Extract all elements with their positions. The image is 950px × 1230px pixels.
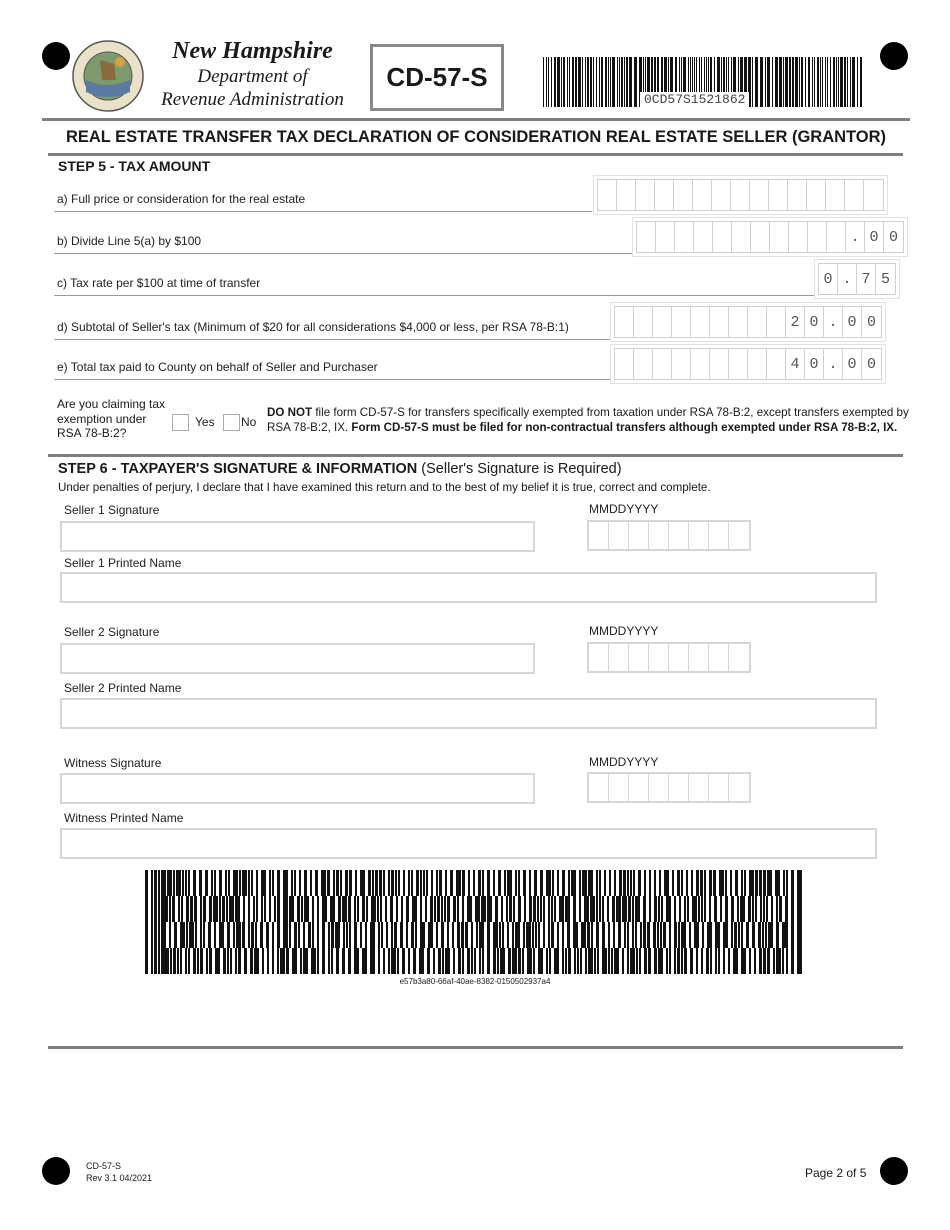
seller1-signature-label: Seller 1 Signature: [64, 503, 160, 517]
digit-cell[interactable]: .: [824, 349, 843, 379]
digit-cell[interactable]: [656, 222, 675, 252]
digit-cell[interactable]: [675, 222, 694, 252]
exemption-note-bold: DO NOT: [267, 406, 313, 419]
digit-cell[interactable]: .: [838, 264, 857, 294]
witness-name-field[interactable]: [60, 828, 877, 859]
top-barcode-text: 0CD57S1521862: [640, 92, 749, 107]
line-e-underline: [54, 379, 610, 380]
line-d-underline: [54, 339, 610, 340]
digit-cell[interactable]: [864, 180, 883, 210]
form-code: CD-57-S: [386, 62, 488, 92]
digit-cell[interactable]: [710, 349, 729, 379]
digit-cell[interactable]: [788, 180, 807, 210]
exemption-yes-checkbox[interactable]: [172, 414, 189, 431]
digit-cell[interactable]: 0: [805, 349, 824, 379]
exemption-question-line: Are you claiming tax: [57, 397, 166, 411]
step6-heading: [58, 461, 622, 477]
digit-cell[interactable]: [826, 180, 845, 210]
step6-heading-suffix: (Seller's Signature is Required): [417, 461, 622, 477]
digit-cell[interactable]: [769, 180, 788, 210]
exemption-question: [57, 397, 165, 441]
digit-cell[interactable]: .: [846, 222, 865, 252]
digit-cell[interactable]: 0: [819, 264, 838, 294]
digit-cell[interactable]: [770, 222, 789, 252]
digit-cell[interactable]: [655, 180, 674, 210]
digit-cell[interactable]: [691, 349, 710, 379]
seller1-date-label: MMDDYYYY: [589, 502, 659, 516]
digit-cell[interactable]: [845, 180, 864, 210]
line-d-label: d) Subtotal of Seller's tax (Minimum of $20 for all considerations $4,000 or less, per RSA 78-B:1): [57, 320, 569, 334]
exemption-yes-label: Yes: [195, 415, 215, 429]
digit-cell[interactable]: [694, 222, 713, 252]
bottom-barcode: [145, 870, 805, 974]
digit-cell[interactable]: [767, 307, 786, 337]
exemption-note-text: file form CD-57-S for transfers specifically exempted from taxation under RSA 78-B:2, except transfers exempted by: [312, 406, 909, 419]
digit-cell[interactable]: [808, 222, 827, 252]
step6-heading-title: STEP 6 - TAXPAYER'S SIGNATURE & INFORMATION: [58, 461, 418, 477]
digit-cell[interactable]: 7: [857, 264, 876, 294]
registration-mark: [42, 42, 70, 70]
state-name: New Hampshire: [172, 38, 333, 64]
digit-cell[interactable]: [636, 180, 655, 210]
digit-cell[interactable]: [691, 307, 710, 337]
digit-cell[interactable]: [712, 180, 731, 210]
digit-cell[interactable]: 5: [880, 270, 890, 288]
registration-mark: [880, 42, 908, 70]
header-rule: [42, 118, 910, 121]
digit-cell[interactable]: 0: [866, 355, 876, 373]
footer-rule: [48, 1046, 903, 1049]
witness-signature-label: Witness Signature: [64, 756, 162, 770]
digit-cell[interactable]: [634, 349, 653, 379]
seller2-signature-label: Seller 2 Signature: [64, 625, 160, 639]
line-d-amount[interactable]: [610, 302, 886, 342]
seller2-name-field[interactable]: [60, 698, 877, 729]
exemption-question-line: RSA 78-B:2?: [57, 426, 127, 440]
line-b-label: b) Divide Line 5(a) by $100: [57, 234, 202, 248]
digit-cell[interactable]: [732, 222, 751, 252]
perjury-declaration: Under penalties of perjury, I declare that I have examined this return and to the best of my belief it is true, correct and complete.: [58, 481, 711, 494]
digit-cell[interactable]: 0: [805, 307, 824, 337]
witness-name-label: Witness Printed Name: [64, 811, 184, 825]
digit-cell[interactable]: [729, 349, 748, 379]
exemption-no-label: No: [241, 415, 257, 429]
footer-revision: Rev 3.1 04/2021: [86, 1173, 153, 1183]
digit-cell[interactable]: [710, 307, 729, 337]
exemption-note: [267, 405, 912, 435]
line-c-underline: [54, 295, 814, 296]
digit-cell[interactable]: [729, 307, 748, 337]
digit-cell[interactable]: [789, 222, 808, 252]
seller1-date-field[interactable]: [587, 520, 751, 551]
digit-cell[interactable]: 0: [843, 307, 862, 337]
witness-signature-field[interactable]: [60, 773, 535, 804]
line-c-label: c) Tax rate per $100 at time of transfer: [57, 276, 261, 290]
seller2-name-label: Seller 2 Printed Name: [64, 681, 182, 695]
digit-cell[interactable]: [617, 180, 636, 210]
step5-heading: STEP 5 - TAX AMOUNT: [58, 158, 211, 174]
digit-cell[interactable]: 4: [786, 349, 805, 379]
digit-cell[interactable]: [713, 222, 732, 252]
seller1-name-label: Seller 1 Printed Name: [64, 556, 182, 570]
line-b-amount[interactable]: [632, 217, 908, 257]
line-c-rate: [814, 259, 900, 299]
digit-cell[interactable]: [731, 180, 750, 210]
line-b-underline: [54, 253, 632, 254]
digit-cell[interactable]: [751, 222, 770, 252]
page-number: Page 2 of 5: [805, 1166, 867, 1180]
digit-cell[interactable]: [653, 307, 672, 337]
digit-cell[interactable]: [807, 180, 826, 210]
exemption-note-bold: Form CD-57-S must be filed for non-contractual transfers although exempted under RSA 78-B:2, IX.: [351, 421, 898, 434]
digit-cell[interactable]: [598, 180, 617, 210]
digit-cell[interactable]: 0: [866, 313, 876, 331]
digit-cell[interactable]: 0: [888, 228, 898, 246]
registration-mark: [42, 1157, 70, 1185]
registration-mark: [880, 1157, 908, 1185]
seller2-signature-field[interactable]: [60, 643, 535, 674]
bottom-barcode-text: e57b3a80-66af-40ae-8382-0150502937a4: [399, 977, 551, 986]
digit-cell[interactable]: [748, 307, 767, 337]
seller1-signature-field[interactable]: [60, 521, 535, 552]
exemption-no-checkbox[interactable]: [223, 414, 240, 431]
digit-cell[interactable]: [750, 180, 769, 210]
department-line-1: Department of: [197, 66, 308, 87]
digit-cell[interactable]: [672, 349, 691, 379]
seller2-date-label: MMDDYYYY: [589, 624, 659, 638]
digit-cell[interactable]: [693, 180, 712, 210]
exemption-note-text: RSA 78-B:2, IX.: [267, 421, 352, 434]
digit-cell[interactable]: [615, 349, 634, 379]
digit-cell[interactable]: [674, 180, 693, 210]
digit-cell[interactable]: [672, 307, 691, 337]
step6-rule: [48, 454, 903, 457]
digit-cell[interactable]: [637, 222, 656, 252]
witness-date-field[interactable]: [587, 772, 751, 803]
digit-cell[interactable]: [653, 349, 672, 379]
form-code-box: [370, 44, 504, 111]
digit-cell[interactable]: [767, 349, 786, 379]
line-a-underline: [54, 211, 592, 212]
seller1-name-field[interactable]: [60, 572, 877, 603]
department-line-2: Revenue Administration: [161, 89, 344, 110]
seller2-date-field[interactable]: [587, 642, 751, 673]
title-rule: [48, 153, 903, 156]
digit-cell[interactable]: .: [824, 307, 843, 337]
digit-cell[interactable]: 0: [865, 222, 884, 252]
line-a-label: a) Full price or consideration for the real estate: [57, 192, 306, 206]
exemption-question-line: exemption under: [57, 411, 147, 426]
digit-cell[interactable]: [615, 307, 634, 337]
footer-form-code: CD-57-S: [86, 1161, 122, 1171]
digit-cell[interactable]: [827, 222, 846, 252]
digit-cell[interactable]: 0: [843, 349, 862, 379]
line-e-label: e) Total tax paid to County on behalf of Seller and Purchaser: [57, 360, 378, 374]
line-e-amount[interactable]: [610, 344, 886, 384]
line-a-amount[interactable]: [593, 175, 888, 215]
witness-date-label: MMDDYYYY: [589, 755, 659, 769]
digit-cell[interactable]: [634, 307, 653, 337]
state-seal: [72, 40, 144, 112]
digit-cell[interactable]: [748, 349, 767, 379]
digit-cell[interactable]: 2: [786, 307, 805, 337]
form-title: REAL ESTATE TRANSFER TAX DECLARATION OF CONSIDERATION REAL ESTATE SELLER (GRANTOR): [65, 128, 887, 146]
